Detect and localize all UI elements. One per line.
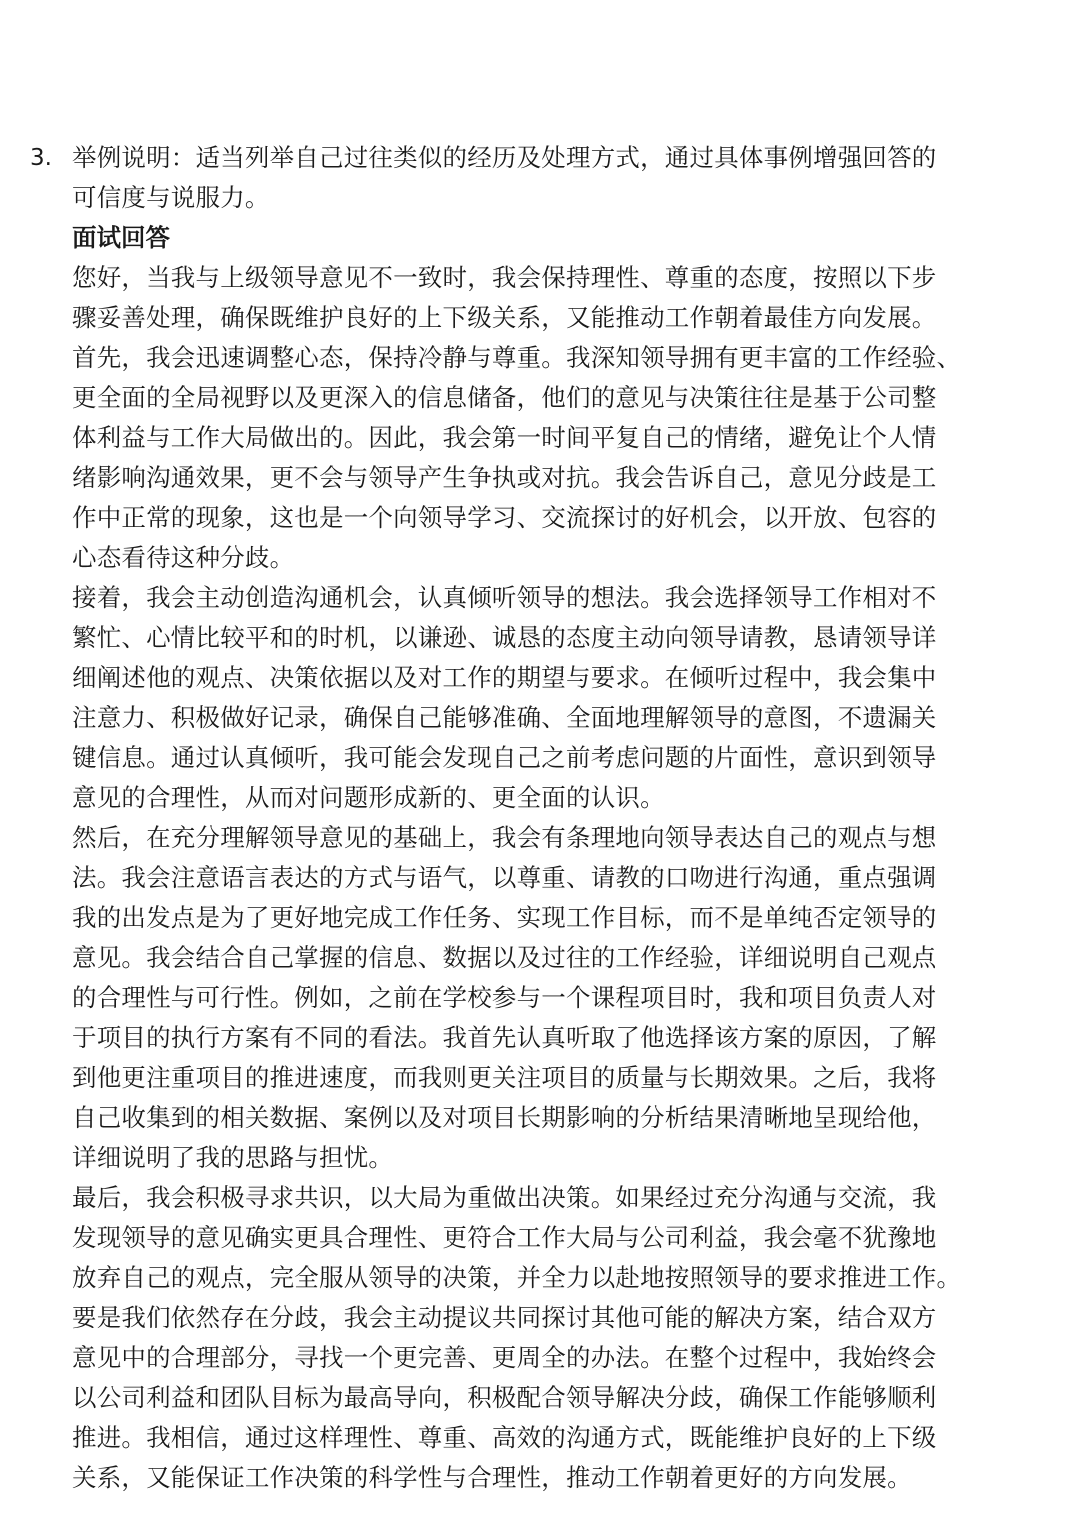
answer-line: 意见。我会结合自己掌握的信息、数据以及过往的工作经验，详细说明自己观点: [72, 943, 937, 972]
answer-line: 推进。我相信，通过这样理性、尊重、高效的沟通方式，既能维护良好的上下级: [72, 1423, 937, 1452]
answer-line: 于项目的执行方案有不同的看法。我首先认真听取了他选择该方案的原因，了解: [72, 1023, 937, 1052]
answer-line: 意见中的合理部分，寻找一个更完善、更周全的办法。在整个过程中，我始终会: [72, 1343, 937, 1372]
answer-line: 法。我会注意语言表达的方式与语气，以尊重、请教的口吻进行沟通，重点强调: [72, 863, 937, 892]
answer-line: 我的出发点是为了更好地完成工作任务、实现工作目标，而不是单纯否定领导的: [72, 903, 937, 932]
answer-line: 体利益与工作大局做出的。因此，我会第一时间平复自己的情绪，避免让个人情: [72, 423, 937, 452]
intro-line: 可信度与说服力。: [72, 183, 270, 212]
answer-line: 骤妥善处理，确保既维护良好的上下级关系，又能推动工作朝着最佳方向发展。: [72, 303, 937, 332]
intro-line: 举例说明：适当列举自己过往类似的经历及处理方式，通过具体事例增强回答的: [72, 143, 937, 172]
answer-line: 意见的合理性，从而对问题形成新的、更全面的认识。: [72, 783, 665, 812]
answer-line: 自己收集到的相关数据、案例以及对项目长期影响的分析结果清晰地呈现给他，: [72, 1103, 937, 1132]
item-body: [72, 138, 997, 1498]
answer-line: 最后，我会积极寻求共识，以大局为重做出决策。如果经过充分沟通与交流，我: [72, 1183, 937, 1212]
list-number: 3.: [30, 145, 52, 171]
answer-line: 细阐述他的观点、决策依据以及对工作的期望与要求。在倾听过程中，我会集中: [72, 663, 937, 692]
answer-line: 然后，在充分理解领导意见的基础上，我会有条理地向领导表达自己的观点与想: [72, 823, 937, 852]
list-item-3: [30, 138, 1030, 1498]
answer-line: 到他更注重项目的推进速度，而我则更关注项目的质量与长期效果。之后，我将: [72, 1063, 937, 1092]
answer-line: 作中正常的现象，这也是一个向领导学习、交流探讨的好机会，以开放、包容的: [72, 503, 937, 532]
answer-line: 心态看待这种分歧。: [72, 543, 295, 572]
answer-line: 以公司利益和团队目标为最高导向，积极配合领导解决分歧，确保工作能够顺利: [72, 1383, 937, 1412]
answer-line: 关系，又能保证工作决策的科学性与合理性，推动工作朝着更好的方向发展。: [72, 1463, 912, 1492]
answer-line: 注意力、积极做好记录，确保自己能够准确、全面地理解领导的意图，不遗漏关: [72, 703, 937, 732]
answer-line: 的合理性与可行性。例如，之前在学校参与一个课程项目时，我和项目负责人对: [72, 983, 937, 1012]
answer-line: 要是我们依然存在分歧，我会主动提议共同探讨其他可能的解决方案，结合双方: [72, 1303, 937, 1332]
section-heading: 面试回答: [72, 223, 170, 252]
answer-line: 放弃自己的观点，完全服从领导的决策，并全力以赴地按照领导的要求推进工作。: [72, 1263, 962, 1292]
answer-line: 首先，我会迅速调整心态，保持冷静与尊重。我深知领导拥有更丰富的工作经验、: [72, 343, 962, 372]
answer-line: 接着，我会主动创造沟通机会，认真倾听领导的想法。我会选择领导工作相对不: [72, 583, 937, 612]
answer-line: 您好，当我与上级领导意见不一致时，我会保持理性、尊重的态度，按照以下步: [72, 263, 937, 292]
answer-line: 繁忙、心情比较平和的时机，以谦逊、诚恳的态度主动向领导请教，恳请领导详: [72, 623, 937, 652]
answer-line: 详细说明了我的思路与担忧。: [72, 1143, 394, 1172]
answer-line: 绪影响沟通效果，更不会与领导产生争执或对抗。我会告诉自己，意见分歧是工: [72, 463, 937, 492]
answer-line: 发现领导的意见确实更具合理性、更符合工作大局与公司利益，我会毫不犹豫地: [72, 1223, 937, 1252]
answer-line: 更全面的全局视野以及更深入的信息储备，他们的意见与决策往往是基于公司整: [72, 383, 937, 412]
answer-line: 键信息。通过认真倾听，我可能会发现自己之前考虑问题的片面性，意识到领导: [72, 743, 937, 772]
answer-text: [72, 258, 997, 1498]
